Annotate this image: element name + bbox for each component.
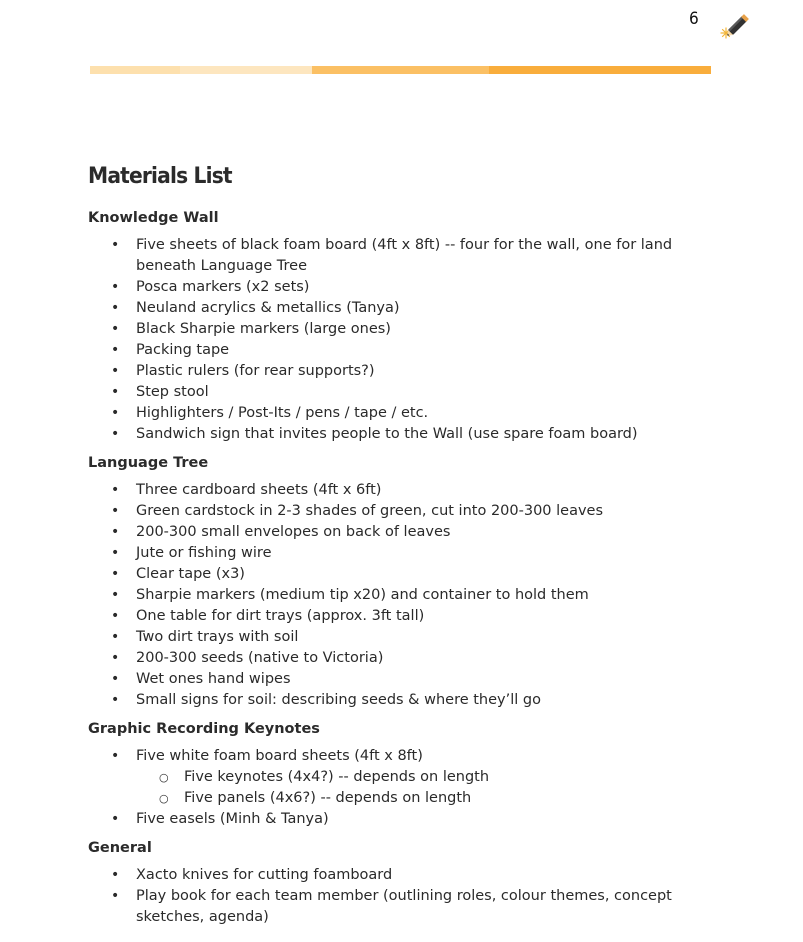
bullet-list: [88, 865, 728, 928]
sub-list: [136, 767, 728, 809]
section-heading: General: [88, 840, 152, 856]
rule-segment: [90, 66, 180, 74]
section-heading: Graphic Recording Keynotes: [88, 721, 320, 737]
rule-segment: [312, 66, 489, 74]
bullet-list: [88, 746, 728, 830]
list-item: [88, 627, 728, 648]
list-item: [88, 361, 728, 382]
sub-list-item: [136, 788, 728, 809]
list-item: [88, 235, 728, 277]
sub-list-item: [136, 767, 728, 788]
rule-segment: [180, 66, 312, 74]
list-item: [88, 648, 728, 669]
list-item: [88, 424, 728, 445]
list-item-text: Neuland acrylics & metallics (Tanya): [136, 300, 400, 316]
list-item: [88, 865, 728, 886]
section-heading: Language Tree: [88, 455, 209, 471]
list-item-text: Jute or fishing wire: [136, 545, 272, 561]
list-item: [88, 746, 728, 809]
list-item-text: Sharpie markers (medium tip x20) and container to hold them: [136, 587, 589, 603]
list-item: [88, 690, 728, 711]
list-item-text: Play book for each team member (outlining roles, colour themes, concept sketches, agenda): [136, 888, 672, 925]
list-item-text: Packing tape: [136, 342, 230, 358]
rule-segment: [489, 66, 711, 74]
list-item: [88, 585, 728, 606]
list-item: [88, 298, 728, 319]
list-item: [88, 606, 728, 627]
list-item: [88, 340, 728, 361]
list-item: [88, 522, 728, 543]
list-item: [88, 480, 728, 501]
page-title: Materials List: [88, 164, 232, 189]
list-item-text: Green cardstock in 2-3 shades of green, cut into 200-300 leaves: [136, 503, 604, 519]
list-item: [88, 564, 728, 585]
list-item-text: 200-300 small envelopes on back of leaves: [136, 524, 451, 540]
list-item: [88, 501, 728, 522]
list-item-text: Posca markers (x2 sets): [136, 279, 310, 295]
list-item-text: Highlighters / Post-Its / pens / tape / etc.: [136, 405, 429, 421]
list-item-text: Xacto knives for cutting foamboard: [136, 867, 393, 883]
list-item: [88, 277, 728, 298]
list-item-text: Clear tape (x3): [136, 566, 245, 582]
list-item-text: Small signs for soil: describing seeds & where they’ll go: [136, 692, 541, 708]
list-item-text: Step stool: [136, 384, 209, 400]
bullet-list: [88, 235, 728, 445]
list-item-text: Five white foam board sheets (4ft x 8ft): [136, 748, 423, 764]
list-item-text: 200-300 seeds (native to Victoria): [136, 650, 384, 666]
list-item-text: Five easels (Minh & Tanya): [136, 811, 329, 827]
list-item: [88, 319, 728, 340]
bullet-list: [88, 480, 728, 711]
list-item: [88, 809, 728, 830]
list-item-text: Five sheets of black foam board (4ft x 8ft) -- four for the wall, one for land beneath Language Tree: [136, 237, 673, 274]
list-item: [88, 886, 728, 928]
list-item: [88, 403, 728, 424]
list-item-text: Wet ones hand wipes: [136, 671, 291, 687]
materials-list: [88, 200, 728, 928]
list-item-text: Sandwich sign that invites people to the Wall (use spare foam board): [136, 426, 638, 442]
list-item-text: Black Sharpie markers (large ones): [136, 321, 391, 337]
list-item-text: One table for dirt trays (approx. 3ft tall): [136, 608, 425, 624]
list-item: [88, 382, 728, 403]
pencil-icon: [718, 8, 752, 42]
section-heading: Knowledge Wall: [88, 210, 219, 226]
page-number: 6: [689, 9, 699, 29]
list-item-text: Two dirt trays with soil: [136, 629, 299, 645]
list-item: [88, 543, 728, 564]
list-item: [88, 669, 728, 690]
sub-list-item-text: Five panels (4x6?) -- depends on length: [184, 790, 472, 806]
sub-list-item-text: Five keynotes (4x4?) -- depends on length: [184, 769, 490, 785]
list-item-text: Plastic rulers (for rear supports?): [136, 363, 375, 379]
list-item-text: Three cardboard sheets (4ft x 6ft): [136, 482, 382, 498]
